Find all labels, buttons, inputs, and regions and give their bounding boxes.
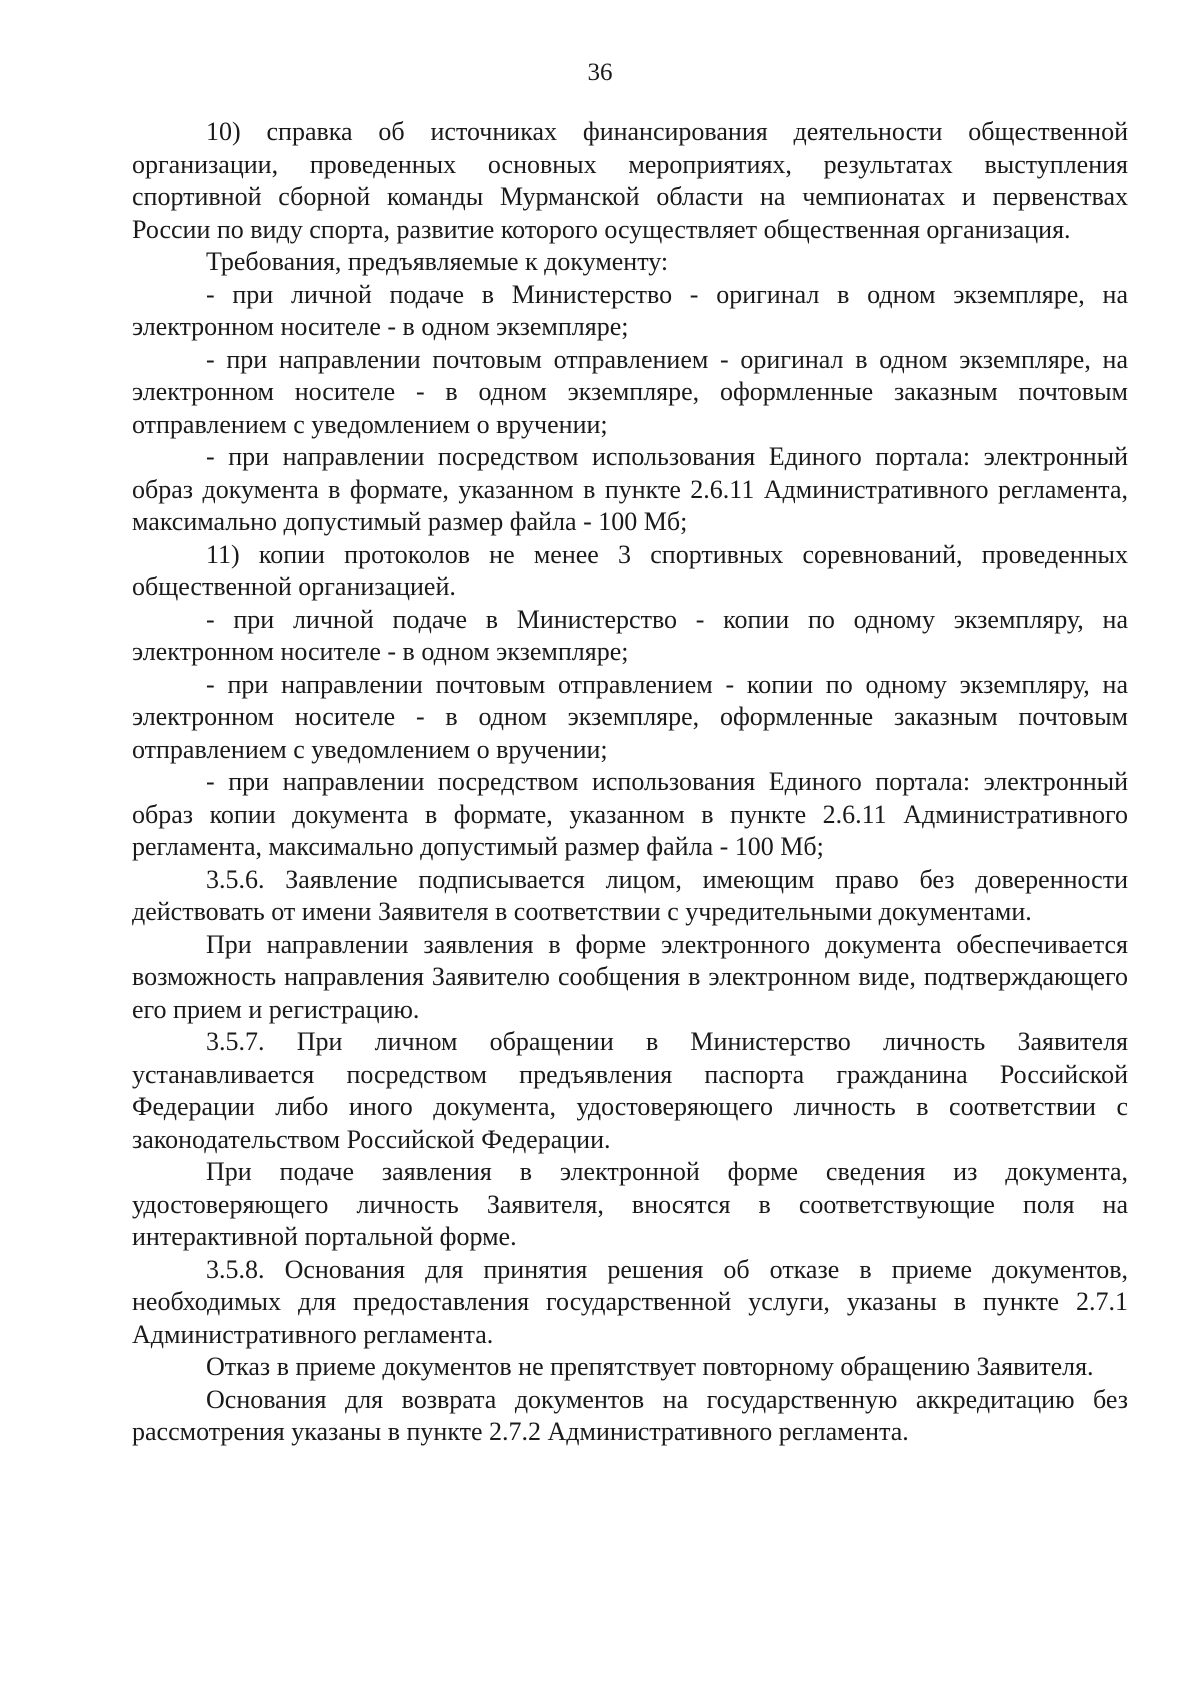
- paragraph-item-10: 10) справка об источниках финансирования деятельности общественной организации, проведенных основных мероприятиях, результатах выступления спортивной сборной команды Мурманской области на чемпионатах и первенствах России по виду спорта, развитие которого осуществляет общественная организация.: [132, 117, 1128, 244]
- paragraph-refusal-note: Отказ в приеме документов не препятствует повторному обращению Заявителя.: [206, 1352, 1094, 1381]
- page-number: 36: [587, 59, 613, 86]
- paragraph-postal-submission-copies: - при направлении почтовым отправлением - копии по одному экземпляру, на электронном носителе - в одном экземпляре, оформленные заказным почтовым отправлением с уведомлением о вручении;: [132, 669, 1128, 764]
- paragraph-electronic-form: При подаче заявления в электронной форме сведения из документа, удостоверяющего личность Заявителя, вносятся в соответствующие поля на интерактивной портальной форме.: [132, 1157, 1128, 1251]
- paragraph-3-5-7: 3.5.7. При личном обращении в Министерство личность Заявителя устанавливается посредством предъявления паспорта гражданина Российской Федерации либо иного документа, удостоверяющего личность в соответствии с законодательством Российской Федерации.: [132, 1027, 1128, 1154]
- paragraph-personal-submission-copies: - при личной подаче в Министерство - копии по одному экземпляру, на электронном носителе - в одном экземпляре;: [132, 604, 1128, 666]
- paragraph-item-11: 11) копии протоколов не менее 3 спортивных соревнований, проведенных общественной организацией.: [132, 539, 1128, 601]
- paragraph-return-grounds: Основания для возврата документов на государственную аккредитацию без рассмотрения указаны в пункте 2.7.2 Административного регламента.: [132, 1384, 1128, 1446]
- document-body: [132, 116, 1128, 1449]
- paragraph-portal-submission-copies: - при направлении посредством использования Единого портала: электронный образ копии документа в формате, указанном в пункте 2.6.11 Административного регламента, максимально допустимый размер файла - 100 Мб;: [132, 767, 1128, 861]
- paragraph-requirements-heading: Требования, предъявляемые к документу:: [206, 247, 669, 276]
- paragraph-personal-submission: - при личной подаче в Министерство - оригинал в одном экземпляре, на электронном носителе - в одном экземпляре;: [132, 279, 1128, 341]
- paragraph-electronic-confirmation: При направлении заявления в форме электронного документа обеспечивается возможность направления Заявителю сообщения в электронном виде, подтверждающего его прием и регистрацию.: [132, 929, 1128, 1024]
- paragraph-postal-submission: - при направлении почтовым отправлением - оригинал в одном экземпляре, на электронном носителе - в одном экземпляре, оформленные заказным почтовым отправлением с уведомлением о вручении;: [132, 344, 1128, 439]
- paragraph-portal-submission: - при направлении посредством использования Единого портала: электронный образ документа в формате, указанном в пункте 2.6.11 Административного регламента, максимально допустимый размер файла - 100 Мб;: [132, 442, 1128, 536]
- paragraph-3-5-8: 3.5.8. Основания для принятия решения об отказе в приеме документов, необходимых для предоставления государственной услуги, указаны в пункте 2.7.1 Административного регламента.: [132, 1254, 1128, 1349]
- paragraph-3-5-6: 3.5.6. Заявление подписывается лицом, имеющим право без доверенности действовать от имени Заявителя в соответствии с учредительными документами.: [132, 864, 1128, 926]
